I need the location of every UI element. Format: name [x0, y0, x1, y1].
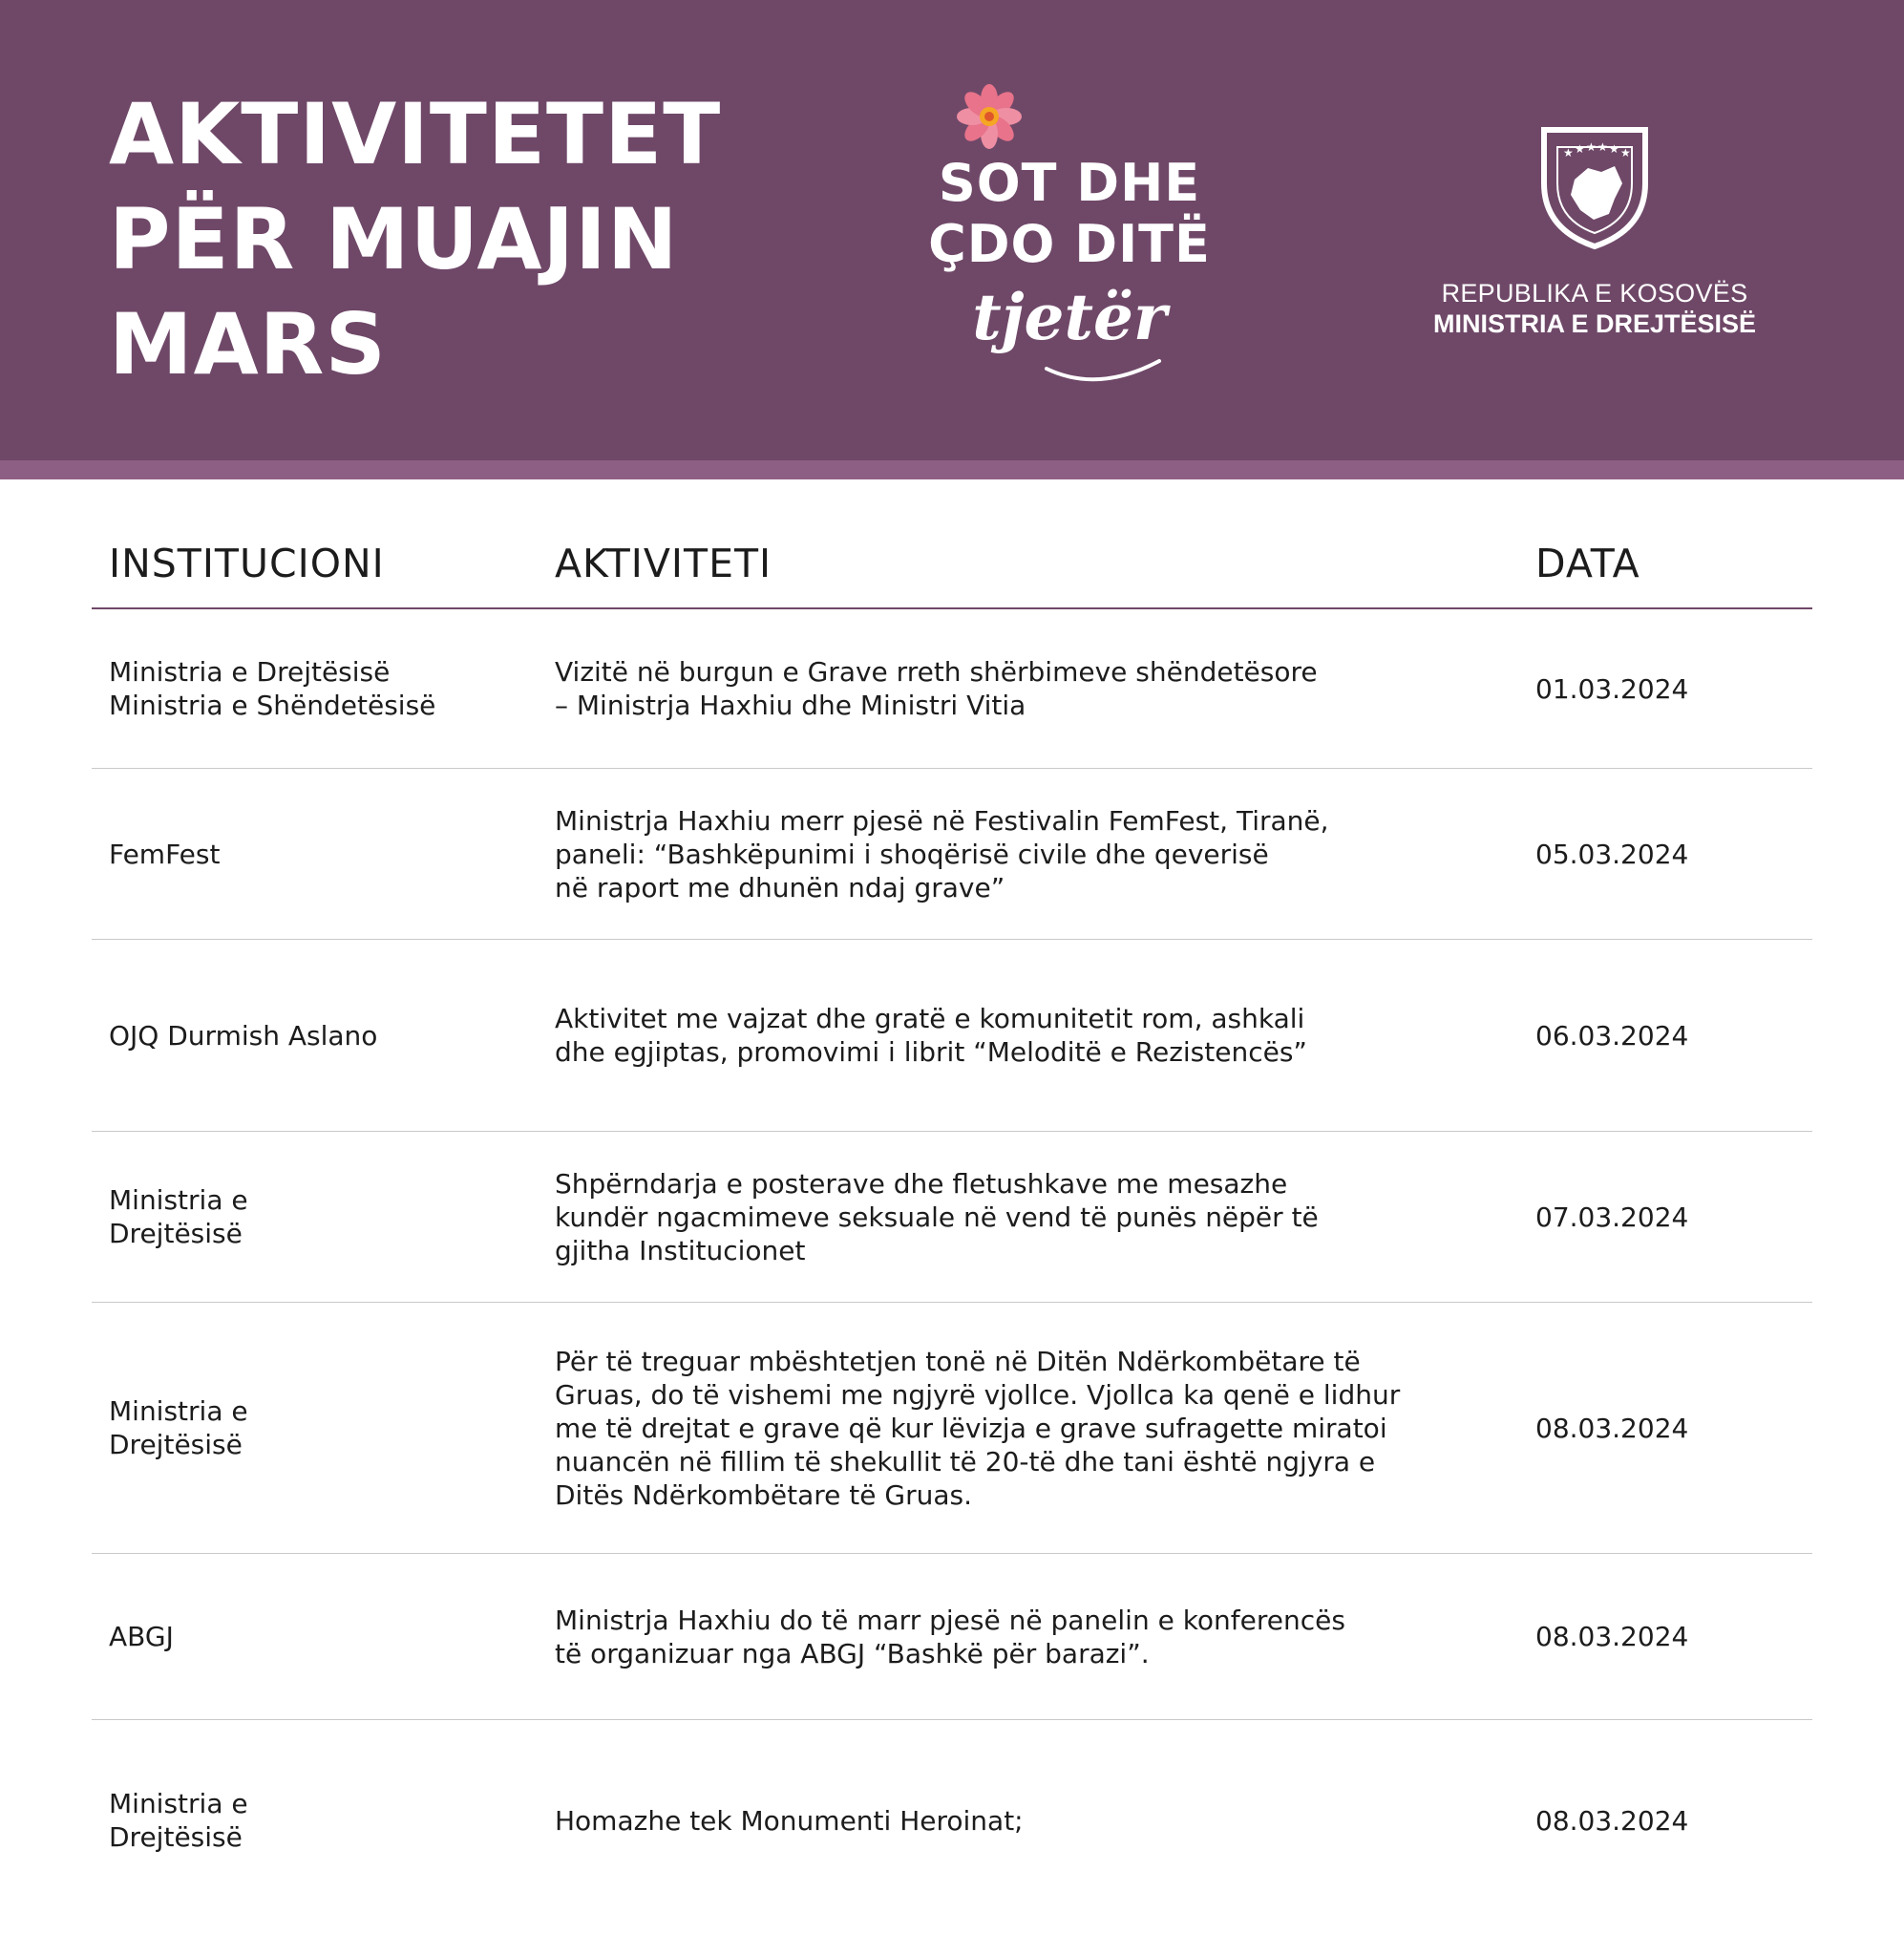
date-cell: 07.03.2024	[1535, 1201, 1689, 1233]
page-title-line: MARS	[109, 295, 387, 393]
date-cell: 08.03.2024	[1535, 1804, 1689, 1837]
table-row	[92, 940, 1812, 1132]
activity-cell: Shpërndarja e posterave dhe fletushkave me mesazhe kundër ngacmimeve seksuale në vend të punës nëpër të gjitha Institucionet	[555, 1167, 1319, 1266]
institution-cell: Ministria e Drejtësisë Ministria e Shëndetësisë	[109, 656, 436, 721]
slogan-line: SOT DHE	[938, 153, 1201, 213]
institution-cell: Ministria e Drejtësisë	[109, 1184, 248, 1249]
institution-cell: OJQ Durmish Aslano	[109, 1019, 378, 1052]
institution-cell: Ministria e Drejtësisë	[109, 1395, 248, 1460]
institution-cell: Ministria e Drejtësisë	[109, 1788, 248, 1853]
svg-text:★: ★	[1597, 140, 1608, 154]
header-band	[0, 0, 1904, 460]
svg-text:★: ★	[1620, 146, 1631, 159]
date-cell: 08.03.2024	[1535, 1412, 1689, 1444]
activity-cell: Ministrja Haxhiu do të marr pjesë në panelin e konferencës të organizuar nga ABGJ “Bashkë për barazi”.	[555, 1604, 1345, 1669]
smile-swash-icon	[1041, 355, 1165, 393]
table-row	[92, 1303, 1812, 1554]
table-row	[92, 769, 1812, 940]
column-header-activity: AKTIVITETI	[555, 541, 772, 586]
activity-cell: Aktivitet me vajzat dhe gratë e komunitetit rom, ashkali dhe egjiptas, promovimi i librit “Meloditë e Rezistencës”	[555, 1003, 1307, 1068]
date-cell: 08.03.2024	[1535, 1621, 1689, 1652]
table-row	[92, 1554, 1812, 1720]
table-row	[92, 1720, 1812, 1921]
svg-text:★: ★	[1609, 142, 1619, 156]
emblem-ministry-text: MINISTRIA E DREJTËSISË	[1432, 309, 1757, 338]
emblem-republic-text: REPUBLIKA E KOSOVËS	[1441, 279, 1748, 308]
column-header-date: DATA	[1535, 541, 1640, 586]
institution-cell: ABGJ	[109, 1621, 174, 1652]
date-cell: 01.03.2024	[1535, 672, 1689, 705]
svg-text:★: ★	[1586, 140, 1597, 154]
flower-icon	[955, 82, 1024, 151]
date-cell: 05.03.2024	[1535, 838, 1689, 870]
header-stripe	[0, 460, 1904, 479]
page-title-line: AKTIVITETET	[109, 85, 722, 183]
activity-cell: Ministrja Haxhiu merr pjesë në Festivalin FemFest, Tiranë, paneli: “Bashkëpunimi i shoqërisë civile dhe qeverisë në raport me dhunën ndaj grave”	[555, 804, 1329, 904]
table-row	[92, 609, 1812, 769]
table-header	[109, 541, 1809, 598]
kosovo-shield-icon	[1538, 124, 1651, 252]
page-title	[109, 82, 796, 397]
ministry-emblem	[1432, 124, 1757, 344]
date-cell: 06.03.2024	[1535, 1019, 1689, 1052]
table-row	[92, 1132, 1812, 1303]
activity-cell: Vizitë në burgun e Grave rreth shërbimeve shëndetësore – Ministrja Haxhiu dhe Ministri Vitia	[555, 656, 1318, 721]
campaign-logo	[907, 76, 1232, 392]
slogan-line: ÇDO DITË	[928, 214, 1211, 274]
activity-cell: Homazhe tek Monumenti Heroinat;	[555, 1804, 1024, 1837]
page-title-line: PËR MUAJIN	[109, 190, 679, 288]
slogan-script: tjetër	[972, 280, 1167, 354]
svg-text:★: ★	[1563, 146, 1574, 159]
svg-text:★: ★	[1575, 142, 1585, 156]
activity-cell: Për të treguar mbështetjen tonë në Ditën Ndërkombëtare të Gruas, do të vishemi me ngjyrë vjollce. Vjollca ka qenë e lidhur me të drejtat e grave që kur lëvizja e grave sufragette miratoi nuancën në fillim të shekullit të 20-të dhe tani është ngjyra e Ditës Ndërkombëtare të Gruas.	[555, 1345, 1401, 1511]
column-header-institution: INSTITUCIONI	[109, 541, 385, 586]
campaign-slogan	[907, 153, 1232, 275]
institution-cell: FemFest	[109, 838, 221, 870]
